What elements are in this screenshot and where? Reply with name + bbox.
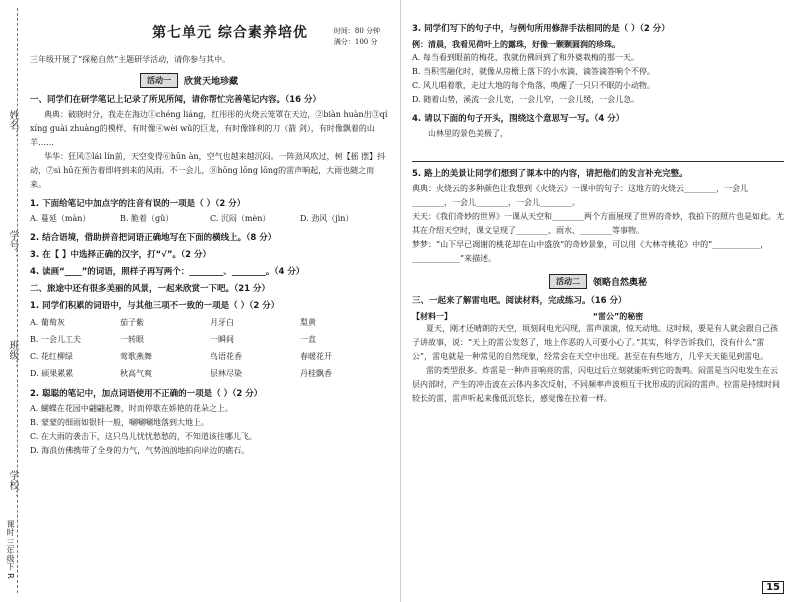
- word-cell: 春暖花开: [300, 352, 332, 361]
- sentence-starter: 山林里的景色美极了，: [428, 129, 508, 138]
- notes-paragraph-1: 典典：破晓时分，我走在海边①chéng liáng，红彤彤的火烧云笼罩在天边，②biàn huàn出③qí xíng guài zhuàng的模样，有时像④wèi wǔ的巨龙，有时像锋利的刀（箭 剑），有时像飘着的山羊……: [30, 110, 388, 147]
- option-b[interactable]: B. 脆着（gǔ）: [120, 214, 174, 223]
- question-3: 3. 在【 】中选择正确的汉字，打“√”。（2 分）: [30, 250, 212, 260]
- example-sentence: 例：清晨，我看见荷叶上的露珠，好像一颗颗圆润的珍珠。: [412, 39, 620, 49]
- word-cell: 秋高气爽: [120, 369, 152, 378]
- activity-one-title: 欣赏天地珍藏: [184, 77, 239, 87]
- question-1: 1. 下面给笔记中加点字的注音有误的一项是（ ）（2 分）: [30, 199, 246, 209]
- binding-dashed-line: [17, 8, 18, 593]
- activity-one-tag: 活动一: [140, 73, 178, 88]
- column-divider: [400, 0, 401, 602]
- section-three-heading: 三、一起来了解雷电吧。阅读材料，完成练习。（16 分）: [412, 296, 627, 306]
- exam-meta: [334, 26, 380, 48]
- word-cell: 鸟语花香: [210, 352, 242, 361]
- question-7: 3. 同学们写下的句子中，与例句所用修辞手法相同的是（ ）（2 分）: [412, 24, 670, 34]
- material-header: [412, 311, 784, 322]
- word-cell: 月牙白: [210, 318, 234, 327]
- word-cell: 梨黄: [300, 318, 316, 327]
- word-cell: 莺歌燕舞: [120, 352, 152, 361]
- word-cell: 丹桂飘香: [300, 369, 332, 378]
- option-b[interactable]: B. 当积雪融化时，就像从房檐上落下的小水滴，滴答滴答响个不停。: [412, 67, 655, 76]
- question-5: 1. 同学们积累的词语中，与其他三项不一致的一项是（ ）（2 分）: [30, 301, 280, 311]
- question-2: 2. 结合语境，借助拼音把词语正确地写在下面的横线上。（8 分）: [30, 233, 277, 243]
- activity-two-header: [412, 274, 784, 289]
- question-9: 5. 路上的美景让同学们想到了课本中的内容，请把他们的发言补充完整。: [412, 169, 688, 179]
- question-8: 4. 请以下面的句子开头，围绕这个意思写一写。（4 分）: [412, 114, 625, 124]
- left-column: [30, 22, 390, 458]
- full-score: 满分：100 分: [333, 38, 378, 46]
- notes-paragraph-2: 华华：狂风⑤lái lín前，天空变得⑥hūn àn，空气也越来越沉闷。一阵劲风吹过，树【摇 摆】抖动，⑦sì hū在预告着即将到来的风雨。不一会儿，⑧hōng lōng lōng的雷声响起，大雨也随之而来。: [30, 152, 386, 189]
- activity-one-header: [140, 73, 390, 88]
- word-cell: 茄子紫: [120, 318, 144, 327]
- book-label: 课时 三年级下 R: [6, 520, 15, 579]
- material-paragraph-2: 雷的类型很多。炸雷是一种声音响亮的雷，闪电过后立刻就能听到它的轰鸣。闷雷是当闪电发生在云层内部时，产生的冲击波在云体内多次反射，不同频率声波相互干扰形成的沉闷的雷声。拉雷是持续时间较长的雷，雷声听起来像低沉悠长，感觉像在拉着一样。: [412, 366, 780, 403]
- class-label: 班级：: [7, 340, 18, 370]
- intro-text: 三年级开展了“探秘自然”主题研学活动，请你参与其中。: [30, 55, 231, 64]
- question-1-options: [30, 212, 390, 226]
- material-label: 【材料一】: [412, 312, 452, 321]
- option-a[interactable]: A. 蝴蝶在花园中翩翩起舞，时而停歇在娇艳的花朵之上。: [30, 404, 233, 413]
- option-c[interactable]: C. 风儿唱着歌，走过大地的每个角落，唤醒了一只只不眠的小动物。: [412, 81, 655, 90]
- writing-line[interactable]: [412, 147, 784, 162]
- section-one-heading: 一、同学们在研学笔记上记录了所见所闻，请你帮忙完善笔记内容。（16 分）: [30, 95, 322, 105]
- word-cell: B. 一会儿工夫: [30, 335, 81, 344]
- word-cell: 一瞬间: [210, 335, 234, 344]
- material-title: “雷公”的秘密: [592, 312, 644, 321]
- binding-margin: [0, 0, 24, 602]
- dian-dian-answer[interactable]: 典典：火烧云的多种颜色让我想到《火烧云》一课中的句子：这地方的火烧云________，一会儿________，一会儿________，一会儿________。: [412, 184, 748, 207]
- word-options-grid: [30, 314, 390, 382]
- time-limit: 时间：80 分钟: [333, 27, 380, 35]
- activity-two-tag: 活动二: [549, 274, 587, 289]
- word-cell: A. 葡萄灰: [30, 318, 65, 327]
- material-paragraph-1: 夏天，刚才还晴朗的天空，顷刻间电光闪现，雷声滚滚，惊天动地。这时候，要是有人就会跟自己孩子讲故事，说：“天上的雷公发怒了，地上作恶的人可要小心了。”其实，科学告诉我们，没有什么“雷公”，雷电就是一种常见的自然现象，经常会在天空中出现。甚至在有些地方，几乎天天能见到雷电。: [412, 324, 778, 361]
- tian-tian-answer[interactable]: 天天：《我们奇妙的世界》一课从天空和________两个方面展现了世界的奇妙，我拍下的照片也是如此。尤其在介绍天空时，课文呈现了________、雨水、________等事物。: [412, 212, 784, 235]
- word-cell: 一转眼: [120, 335, 144, 344]
- meng-meng-answer[interactable]: 梦梦：“山下早已凋谢的桃花却在山中盛放”的奇妙景象，可以用《大林寺桃花》中的“____________，____________”来描述。: [412, 240, 769, 263]
- question-6: 2. 聪聪的笔记中，加点词语使用不正确的一项是（ ）（2 分）: [30, 389, 263, 399]
- word-cell: C. 花红柳绿: [30, 352, 73, 361]
- student-number-label: 学号：: [7, 230, 18, 260]
- name-label: 姓名：: [7, 110, 18, 140]
- option-b[interactable]: B. 蒙蒙的细雨如银针一般，唰唰唰地落到大地上。: [30, 418, 209, 427]
- unit-title: 第七单元 综合素养培优: [152, 25, 308, 41]
- option-a[interactable]: A. 蔓延（màn）: [30, 214, 91, 223]
- activity-two-title: 领略自然奥秘: [592, 278, 647, 288]
- right-column: [412, 22, 784, 406]
- question-4: 4. 读画“____”的词语，照样子再写两个：________、________。（4 分）: [30, 267, 305, 277]
- option-a[interactable]: A. 每当看到眼前的梅花，我就仿佛回到了和外婆栽梅的那一天。: [412, 53, 639, 62]
- option-c[interactable]: C. 在大雨的袭击下，这只鸟儿忧忧愁愁的，不知道该往哪儿飞。: [30, 432, 257, 441]
- option-d[interactable]: D. 劲风（jìn）: [300, 214, 354, 223]
- option-d[interactable]: D. 海浪仿佛携带了全身的力气，气势汹汹地拍向岸边的礁石。: [30, 446, 250, 455]
- word-cell: D. 硕果累累: [30, 369, 74, 378]
- option-d[interactable]: D. 随着山势，溪流一会儿宽，一会儿窄，一会儿缓，一会儿急。: [412, 95, 640, 104]
- word-cell: 一直: [300, 335, 316, 344]
- option-c[interactable]: C. 沉闷（mèn）: [210, 214, 271, 223]
- word-cell: 层林尽染: [210, 369, 242, 378]
- section-two-heading: 二、旅途中还有很多美丽的风景，一起来欣赏一下吧。（21 分）: [30, 284, 271, 294]
- school-label: 学校：: [7, 470, 18, 500]
- page-number: 15: [762, 581, 784, 594]
